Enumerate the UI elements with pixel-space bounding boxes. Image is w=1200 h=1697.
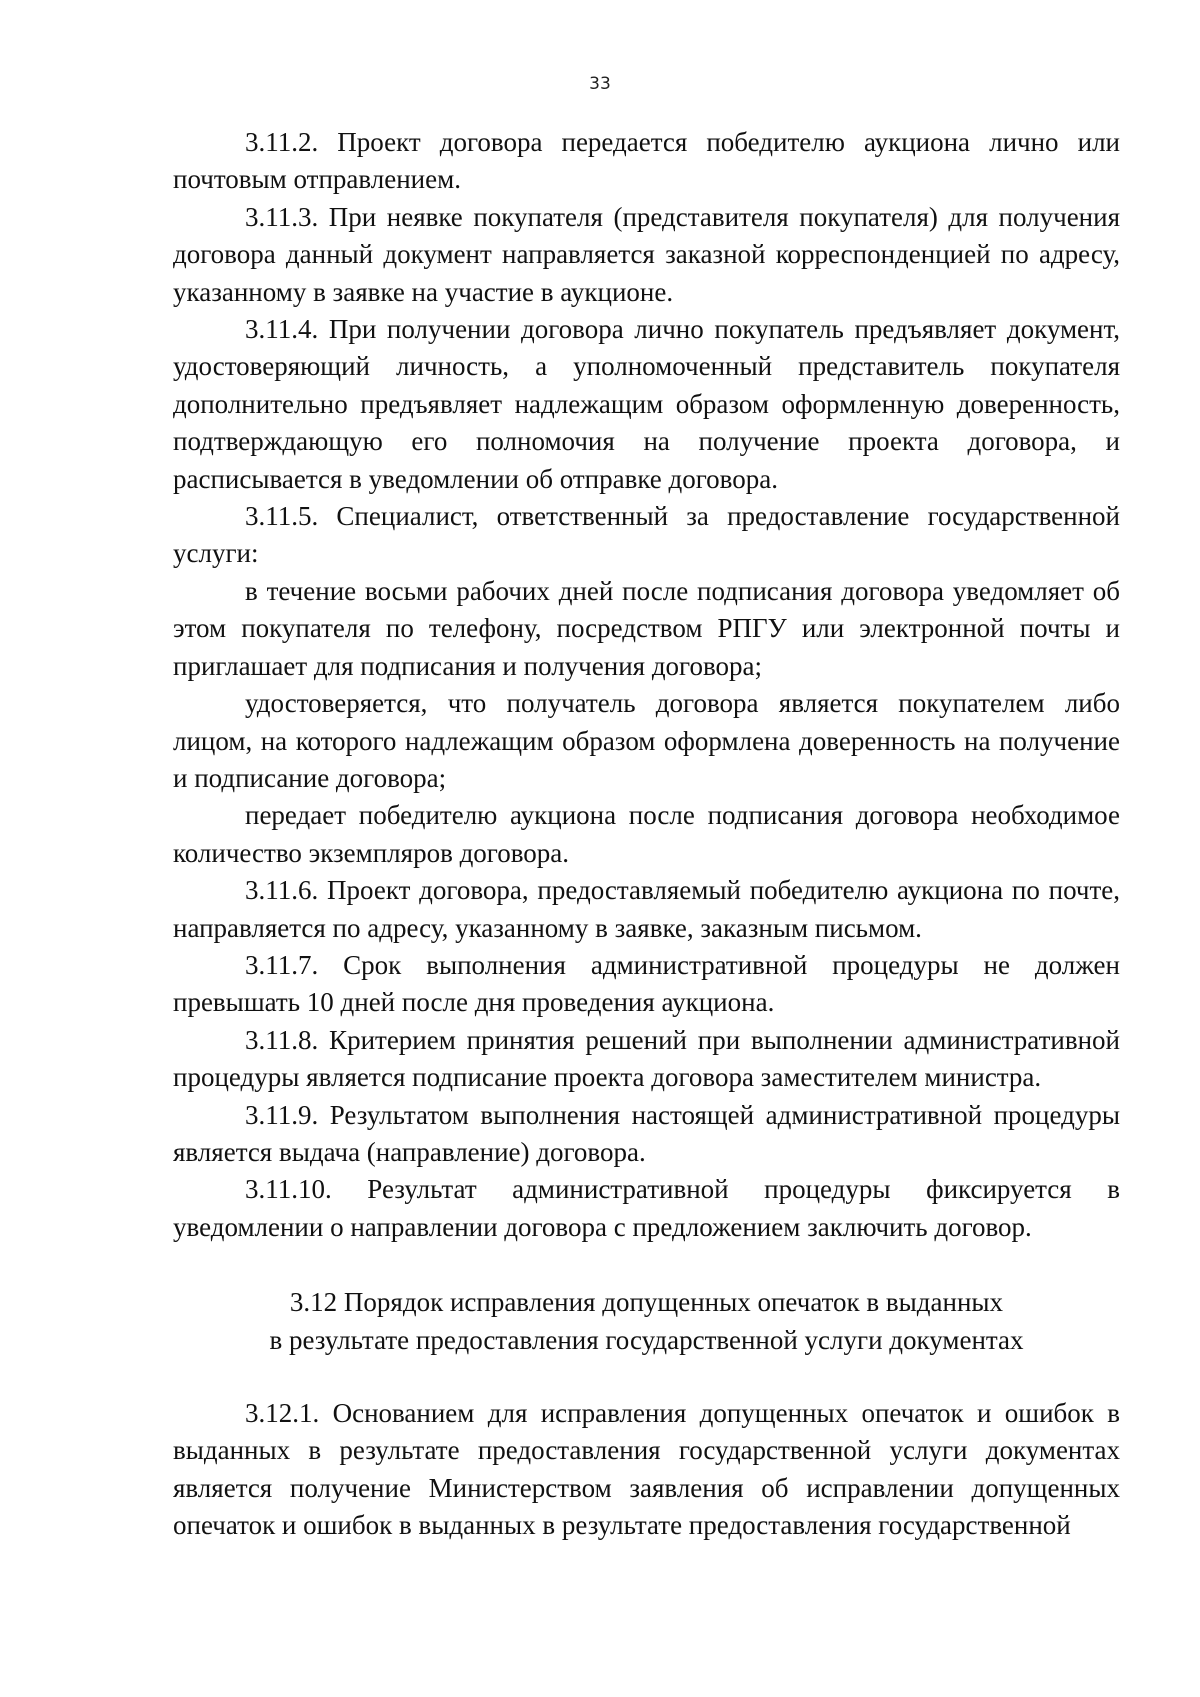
clause-3-11-7: 3.11.7. Срок выполнения административной процедуры не должен превышать 10 дней после дня проведения аукциона. <box>173 949 1120 1018</box>
clause-3-11-10: 3.11.10. Результат административной процедуры фиксируется в уведомлении о направлении договора с предложением заключить договор. <box>173 1174 1120 1242</box>
clause-3-11-5: 3.11.5. Специалист, ответственный за предоставление государственной услуги: <box>173 501 1120 569</box>
document-body <box>173 124 1120 1545</box>
section-heading-3-12 <box>173 1284 1120 1359</box>
clause-3-11-5-item-1: в течение восьми рабочих дней после подписания договора уведомляет об этом покупателя по телефону, посредством РПГУ или электронной почты и приглашает для подписания и получения договора; <box>173 575 1120 681</box>
clause-3-11-5-item-2: удостоверяется, что получатель договора является покупателем либо лицом, на которого надлежащим образом оформлена доверенность на получение и подписание договора; <box>173 688 1120 793</box>
section-heading-line-1: 3.12 Порядок исправления допущенных опечаток в выданных <box>289 1287 1004 1318</box>
page-number: 33 <box>589 74 611 94</box>
clause-3-11-2: 3.11.2. Проект договора передается победителю аукциона лично или почтовым отправлением. <box>173 127 1120 195</box>
clause-3-11-5-item-3: передает победителю аукциона после подписания договора необходимое количество экземпляров договора. <box>173 800 1120 868</box>
section-heading-line-2: в результате предоставления государственной услуги документах <box>269 1324 1024 1355</box>
clause-3-11-8: 3.11.8. Критерием принятия решений при выполнении административной процедуры является подписание проекта договора заместителем министра. <box>173 1024 1120 1093</box>
clause-3-11-3: 3.11.3. При неявке покупателя (представителя покупателя) для получения договора данный документ направляется заказной корреспонденцией по адресу, указанному в заявке на участие в аукционе. <box>173 201 1120 307</box>
clause-3-12-1: 3.12.1. Основанием для исправления допущенных опечаток и ошибок в выданных в результате предоставления государственной услуги документах является получение Министерством заявления об исправлении допущенных опечаток и ошибок в выданных в результате предоставления государственной <box>173 1398 1120 1541</box>
clause-3-11-9: 3.11.9. Результатом выполнения настоящей административной процедуры является выдача (направление) договора. <box>173 1099 1120 1167</box>
clause-3-11-4: 3.11.4. При получении договора лично покупатель предъявляет документ, удостоверяющий личность, а уполномоченный представитель покупателя дополнительно предъявляет надлежащим образом оформленную доверенность, подтверждающую его полномочия на получение проекта договора, и расписывается в уведомлении об отправке договора. <box>173 314 1120 494</box>
clause-3-11-6: 3.11.6. Проект договора, предоставляемый победителю аукциона по почте, направляется по адресу, указанному в заявке, заказным письмом. <box>173 875 1120 943</box>
